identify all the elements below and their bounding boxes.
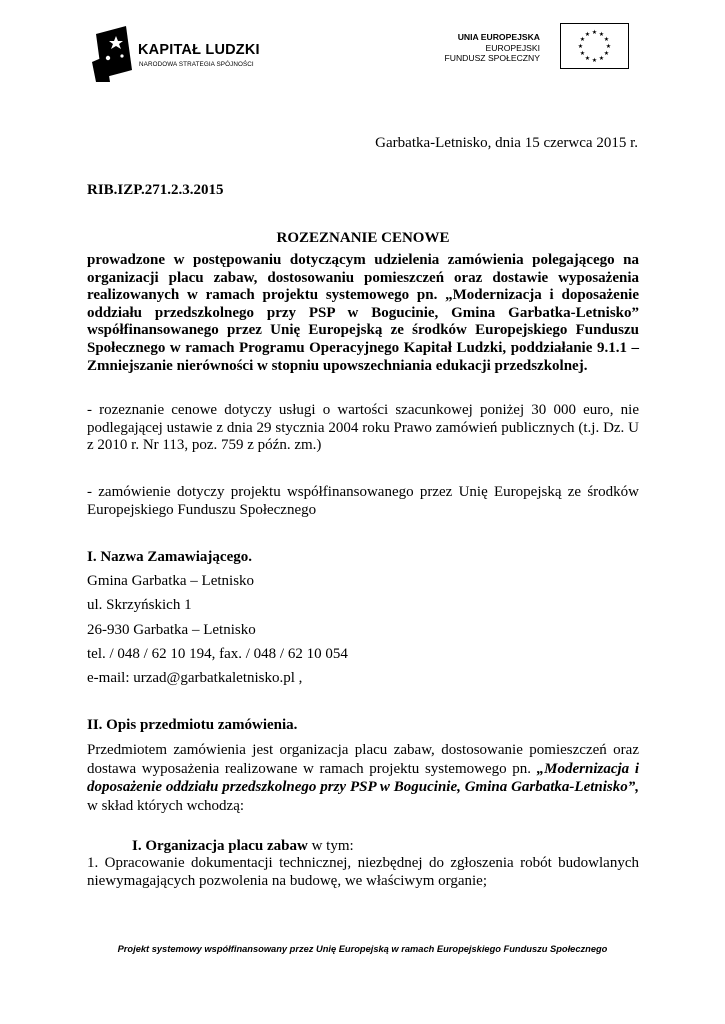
list-item: 1. Opracowanie dokumentacji technicznej, niezbędnej do zgłoszenia robót budowlanych niewymagających pozwolenia na budowę, we właściwym organie;: [87, 855, 639, 889]
project-name: „Modernizacja i doposażenie oddziału przedszkolnego przy PSP w Bogucinie, Gmina Garbatka-Letnisko”,: [87, 760, 639, 796]
svg-text:★: ★: [598, 31, 605, 38]
eu-logo-text: [420, 32, 540, 64]
svg-text:★: ★: [577, 43, 584, 50]
svg-text:★: ★: [584, 31, 591, 38]
eu-flag: [560, 23, 629, 69]
svg-text:★: ★: [598, 55, 605, 62]
contact-phone-fax: tel. / 048 / 62 10 194, fax. / 048 / 62 10 054: [87, 646, 348, 662]
kapital-ludzki-title: KAPITAŁ LUDZKI: [138, 42, 260, 58]
eu-logo-line3: FUNDUSZ SPOŁECZNY: [444, 53, 540, 63]
svg-text:★: ★: [605, 43, 612, 50]
eu-logo-line1: UNIA EUROPEJSKA: [457, 32, 540, 42]
svg-text:★: ★: [579, 36, 586, 43]
contact-postcode: 26-930 Garbatka – Letnisko: [87, 622, 256, 638]
contact-email: e-mail: urzad@garbatkaletnisko.pl ,: [87, 670, 303, 686]
note-value-threshold: - rozeznanie cenowe dotyczy usługi o wartości szacunkowej poniżej 30 000 euro, nie podlegającej ustawie z dnia 29 stycznia 2004 roku Prawo zamówień publicznych (t.j. Dz. U z 2010 r. Nr 113, poz. 759 z późn. zm.): [87, 402, 639, 454]
eu-stars-icon: [561, 24, 628, 68]
svg-text:★: ★: [591, 29, 598, 36]
reference-number: RIB.IZP.271.2.3.2015: [87, 182, 224, 198]
section-2-body-end: w skład których wchodzą:: [87, 797, 245, 814]
svg-text:★: ★: [603, 36, 610, 43]
document-date: Garbatka-Letnisko, dnia 15 czerwca 2015 r.: [375, 135, 638, 151]
subsection-heading: [132, 838, 354, 855]
document-title: ROZEZNANIE CENOWE: [276, 230, 450, 246]
section-1-heading: I. Nazwa Zamawiającego.: [87, 549, 252, 565]
eu-logo-line2: EUROPEJSKI: [485, 42, 540, 53]
contact-street: ul. Skrzyńskich 1: [87, 597, 192, 613]
note-eu-cofinancing: - zamówienie dotyczy projektu współfinansowanego przez Unię Europejską ze środków Europejskiego Funduszu Społecznego: [87, 484, 639, 518]
intro-paragraph: prowadzone w postępowaniu dotyczącym udzielenia zamówienia polegającego na organizacji placu zabaw, dostosowaniu pomieszczeń oraz dostawie wyposażenia realizowanych w ramach projektu systemowego pn. „Modernizacja i doposażenie oddziału przedszkolnego przy PSP w Bogucinie, Gmina Garbatka-Letnisko” współfinansowanego przez Unię Europejską ze środków Europejskiego Funduszu Społecznego w ramach Programu Operacyjnego Kapitał Ludzki, poddziałanie 9.1.1 – Zmniejszanie nierówności w stopniu upowszechniania edukacji przedszkolnej.: [87, 252, 639, 374]
contact-name: Gmina Garbatka – Letnisko: [87, 573, 255, 589]
svg-text:★: ★: [584, 55, 591, 62]
kapital-ludzki-subtitle: NARODOWA STRATEGIA SPÓJNOŚCI: [139, 61, 254, 68]
svg-text:★: ★: [603, 50, 610, 57]
section-2-heading: II. Opis przedmiotu zamówienia.: [87, 717, 298, 733]
svg-text:★: ★: [591, 57, 598, 64]
section-2-body-start: Przedmiotem zamówienia jest organizacja placu zabaw, dostosowanie pomieszczeń oraz dostawa wyposażenia realizowane w ramach projektu systemowego pn.: [87, 742, 639, 777]
subsection-heading-title: I. Organizacja placu zabaw: [132, 838, 308, 854]
page-footer: Projekt systemowy współfinansowany przez Unię Europejską w ramach Europejskiego Funduszu Społecznego: [117, 944, 608, 954]
subsection-heading-suffix: w tym:: [307, 838, 354, 854]
svg-text:★: ★: [579, 50, 586, 57]
kapital-ludzki-emblem-icon: [92, 26, 140, 82]
section-2-body: [87, 741, 639, 815]
